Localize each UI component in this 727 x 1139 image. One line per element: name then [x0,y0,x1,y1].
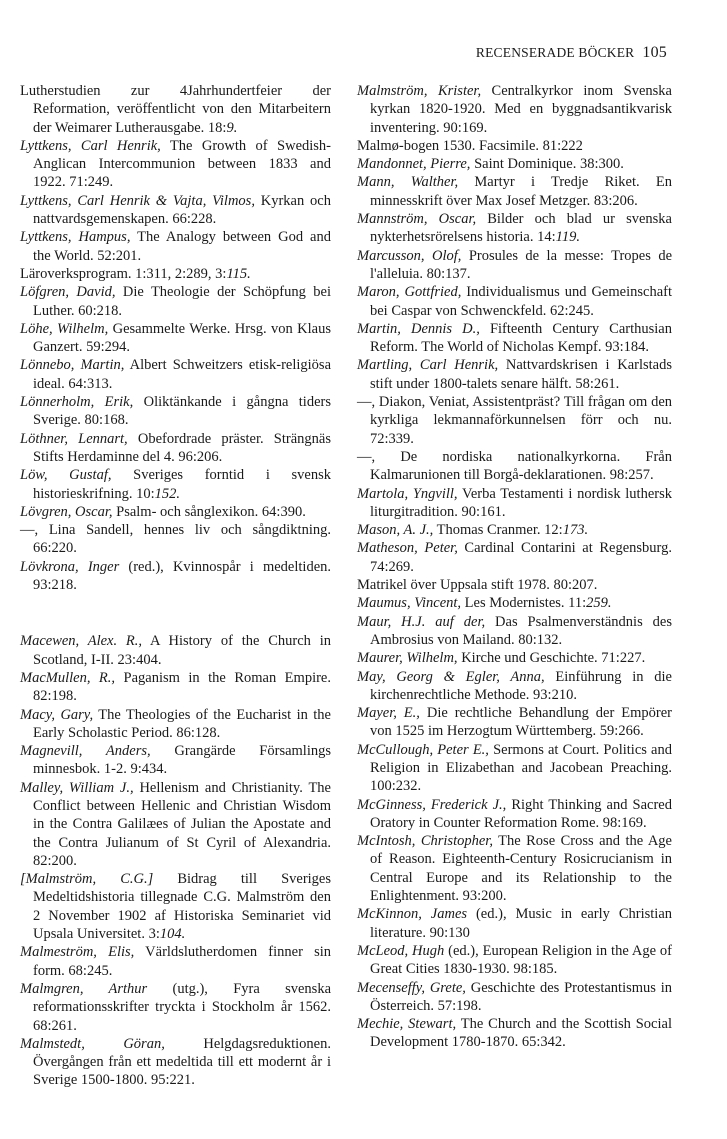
entry-reference: Grangärde Församlings minnesbok. 1-2. 9:434. [33,743,331,778]
index-entry [20,393,331,430]
index-entry [357,137,672,155]
entry-author: Maurer, Wilhelm, [357,650,458,667]
entry-reference: Obefordrade präster. Strängnäs Stifts Herdaminne del 4. 96:206. [33,430,331,465]
entry-reference: Kirche und Geschichte. 71:227. [457,650,646,667]
entry-author: Mecenseffy, Grete, [357,979,466,996]
page-header [476,44,667,62]
entry-author: Malmstedt, Göran, [20,1035,165,1052]
entry-author: Maron, Gottfried, [357,284,462,301]
index-entry [357,668,672,705]
entry-page-italic: 119. [555,229,580,246]
entry-author: Lövgren, Oscar, [20,503,113,520]
index-section-l [20,82,331,594]
entry-author: Marcusson, Olof, [357,247,462,264]
entry-reference: Einführung in die kirchenrechtliche Methode. 93:210. [370,668,672,703]
entry-reference: —, De nordiska nationalkyrkorna. Från Kalmarunionen till Borgå-deklarationen. 98:257. [357,448,672,484]
entry-author: McLeod, Hugh [357,942,445,959]
index-entry [20,228,331,265]
entry-page-italic: 104. [159,926,186,943]
entry-author: Macy, Gary, [20,706,94,723]
section-gap [20,594,331,632]
entry-author: Malmström, Krister, [357,83,482,99]
entry-author: Martola, Yngvill, [357,485,458,502]
entry-reference: (ed.), European Religion in the Age of Great Cities 1830-1930. 98:185. [370,942,672,978]
entry-reference: Das Psalmenverständnis des Ambrosius von Mailand. 80:132. [370,613,672,648]
index-entry [357,155,672,173]
entry-author: Mandonnet, Pierre, [357,156,471,173]
entry-reference: The Church and the Scottish Social Development 1780-1870. 65:342. [370,1016,672,1051]
entry-author: MacMullen, R., [20,669,116,686]
index-entry [20,356,331,393]
entry-reference: Die Theologie der Schöpfung bei Luther. 60:218. [33,284,331,319]
index-entry [357,283,672,320]
entry-author: May, Georg & Egler, Anna, [357,668,545,685]
entry-reference: Bilder och blad ur svenska nykterhetsrörelsens historia. 14: [370,211,672,246]
entry-page-italic: 9. [226,119,238,136]
entry-author: Maur, H.J. auf der, [357,613,486,630]
entry-author: Lyttkens, Hampus, [20,229,131,246]
index-entry [357,832,672,905]
entry-reference: Thomas Cranmer. 12: [433,522,563,539]
index-entry [20,943,331,980]
entry-author: [Malmström, C.G.] [20,871,154,888]
index-entry [357,1015,672,1052]
entry-reference: Saint Dominique. 38:300. [470,156,624,173]
index-entry [20,980,331,1035]
entry-author: Mechie, Stewart, [357,1016,457,1033]
entry-page-italic: 115. [226,265,251,282]
index-entry [20,742,331,779]
entry-author: Malmeström, Elis, [20,944,135,961]
entry-reference: The Theologies of the Eucharist in the Early Scholastic Period. 86:128. [33,706,331,741]
entry-reference: Centralkyrkor inom Svenska kyrkan 1820-1920. Med en byggnadsantikvarisk inventering. 90:169. [370,83,672,136]
index-entry [357,613,672,650]
index-entry [357,576,672,594]
entry-page-italic: 173. [562,522,589,539]
entry-author: Mason, A. J., [357,522,434,539]
entry-author: Lönnerholm, Erik, [20,394,134,411]
index-entry [357,485,672,522]
entry-author: Matheson, Peter, [357,540,458,557]
index-entry [20,265,331,283]
entry-author: Malley, William J., [20,779,134,796]
index-section-m-continued [357,82,672,1052]
entry-reference: (utg.), Fyra svenska reformationsskrifter tryckta i Stockholm år 1562. 68:261. [33,980,332,1034]
entry-author: Magnevill, Anders, [20,743,151,760]
entry-reference: Kyrkan och nattvardsgemenskapen. 66:228. [33,192,331,228]
right-column [357,82,672,1052]
entry-author: Maumus, Vincent, [357,595,462,612]
index-entry [20,521,331,558]
entry-reference: Läroverksprogram. 1:311, 2:289, 3: [20,265,227,282]
index-entry [357,393,672,448]
index-entry [357,741,672,796]
entry-reference: Right Thinking and Sacred Oratory in Counter Reformation Rome. 98:169. [370,796,672,831]
index-entry [357,210,672,247]
index-entry [20,779,331,870]
entry-reference: Psalm- och sånglexikon. 64:390. [112,503,306,520]
index-entry [357,796,672,833]
entry-author: McIntosh, Christopher, [357,833,493,850]
entry-author: Mann, Walther, [357,174,459,191]
entry-reference: —, Diakon, Veniat, Assistentpräst? Till frågan om den kyrkliga lekmannaförkunnelsen förr och nu. 72:339. [357,394,672,447]
entry-reference: Prosules de la messe: Tropes de l'alleluia. 80:137. [370,247,673,282]
index-entry [20,137,331,192]
entry-reference: Världslutherdomen finner sin form. 68:245. [33,944,331,979]
index-entry [20,870,331,943]
entry-reference: Helgdagsreduktionen. Övergången från ett medeltida till ett modernt år i Sverige 1500-1800. 95:221. [33,1035,331,1089]
index-entry [357,539,672,576]
entry-reference: (red.), Kvinnospår i medeltiden. 93:218. [33,558,332,594]
entry-page-italic: 152. [154,485,181,502]
entry-reference: A History of the Church in Scotland, I-II. 23:404. [33,633,331,668]
index-entry [20,283,331,320]
entry-reference: Fifteenth Century Carthusian Reform. The World of Nicholas Kempf. 93:184. [370,320,672,356]
index-entry [20,192,331,229]
entry-page-italic: 259. [586,595,612,612]
entry-reference: Albert Schweitzers etisk-religiösa ideal. 64:313. [33,357,332,392]
index-entry [357,594,672,612]
entry-author: Löfgren, David, [20,284,116,301]
entry-reference: The Analogy between God and the World. 52:201. [33,229,331,264]
entry-author: Mayer, E., [357,705,420,722]
index-entry [357,905,672,942]
page-number: 105 [642,44,667,61]
index-entry [357,247,672,284]
index-entry [357,649,672,667]
index-entry [357,173,672,210]
entry-author: Macewen, Alex. R., [20,633,143,650]
index-entry [357,979,672,1016]
entry-reference: —, Lina Sandell, hennes liv och sångdiktning. 66:220. [20,522,331,557]
entry-author: Lövkrona, Inger [20,558,120,575]
entry-reference: Gesammelte Werke. Hrsg. von Klaus Ganzert. 59:294. [33,320,331,356]
entry-author: Mannström, Oscar, [357,211,477,228]
entry-author: Malmgren, Arthur [20,980,148,997]
entry-reference: Sermons at Court. Politics and Religion in Elizabethan and Jacobean Preaching. 100:232. [370,741,672,795]
entry-author: Martling, Carl Henrik, [357,357,499,374]
index-entry [357,521,672,539]
index-entry [20,558,331,595]
index-entry [20,632,331,669]
index-entry [20,430,331,467]
entry-reference: Die rechtliche Behandlung der Empörer von 1525 im Herzogtum Württemberg. 59:266. [370,705,672,740]
entry-reference: Cardinal Contarini at Regensburg. 74:269. [370,540,672,575]
entry-author: McGinness, Frederick J., [357,796,507,813]
running-title: RECENSERADE BÖCKER [475,45,635,60]
entry-reference: Bidrag till Sveriges Medeltidshistoria tillegnade C.G. Malmström den 2 November 1902 af Historiska Seminariet vid Upsala Universitet. 3: [33,871,331,943]
entry-reference: Individualismus und Gemeinschaft bei Caspar von Schwenckfeld. 62:245. [370,284,672,319]
entry-reference: Verba Testamenti i nordisk luthersk liturgitradition. 90:161. [370,485,672,520]
index-entry [357,320,672,357]
entry-author: Löw, Gustaf, [20,467,112,484]
entry-reference: (ed.), Music in early Christian literature. 90:130 [370,906,673,941]
index-entry [20,466,331,503]
entry-reference: Les Modernistes. 11: [461,595,587,612]
entry-author: McCullough, Peter E., [357,741,489,758]
entry-reference: The Growth of Swedish-Anglican Intercommunion between 1833 and 1922. 71:249. [33,137,332,191]
entry-reference: Matrikel över Uppsala stift 1978. 80:207. [357,577,598,594]
index-section-m [20,632,331,1089]
entry-reference: Nattvardskrisen i Karlstads stift under 1800-talets senare hälft. 58:261. [370,357,672,392]
entry-author: Lyttkens, Carl Henrik & Vajta, Vilmos, [20,192,255,209]
index-entry [20,82,331,137]
index-entry [357,942,672,979]
index-entry [20,706,331,743]
entry-reference: The Rose Cross and the Age of Reason. Eighteenth-Century Rosicrucianism in Central Europe and its Relationship to the Enlightenment. 93:200. [370,833,672,905]
entry-reference: Geschichte des Protestantismus in Österreich. 57:198. [370,979,672,1014]
index-entry [20,320,331,357]
entry-author: Löhe, Wilhelm, [20,320,109,337]
index-entry [20,669,331,706]
index-entry [20,503,331,521]
entry-author: Lönnebo, Martin, [20,357,125,374]
left-column [20,82,331,1090]
entry-author: Löthner, Lennart, [20,430,128,447]
entry-reference: Malmø-bogen 1530. Facsimile. 81:222 [357,137,583,154]
entry-reference: Oliktänkande i gångna tiders Sverige. 80:168. [33,394,331,429]
entry-reference: Martyr i Tredje Riket. En minnesskrift över Max Josef Metzger. 83:206. [370,174,672,209]
entry-reference: Lutherstudien zur 4Jahrhundertfeier der Reformation, veröffentlicht von den Mitarbeitern der Weimarer Lutherausgabe. 18: [20,83,331,136]
entry-reference: Hellenism and Christianity. The Conflict between Hellenic and Christian Wisdom in the Contra Galilæes of Julian the Apostate and the Contra Julianum of St Cyril of Alexandria. 82:200. [33,779,331,869]
entry-author: Martin, Dennis D., [357,320,480,337]
index-entry [20,1035,331,1090]
entry-reference: Paganism in the Roman Empire. 82:198. [33,669,331,705]
index-entry [357,82,672,137]
entry-author: McKinnon, James [357,906,468,923]
index-entry [357,356,672,393]
index-entry [357,704,672,741]
entry-author: Lyttkens, Carl Henrik, [20,137,161,154]
index-entry [357,448,672,485]
entry-reference: Sveriges forntid i svensk historieskrifning. 10: [33,467,331,502]
